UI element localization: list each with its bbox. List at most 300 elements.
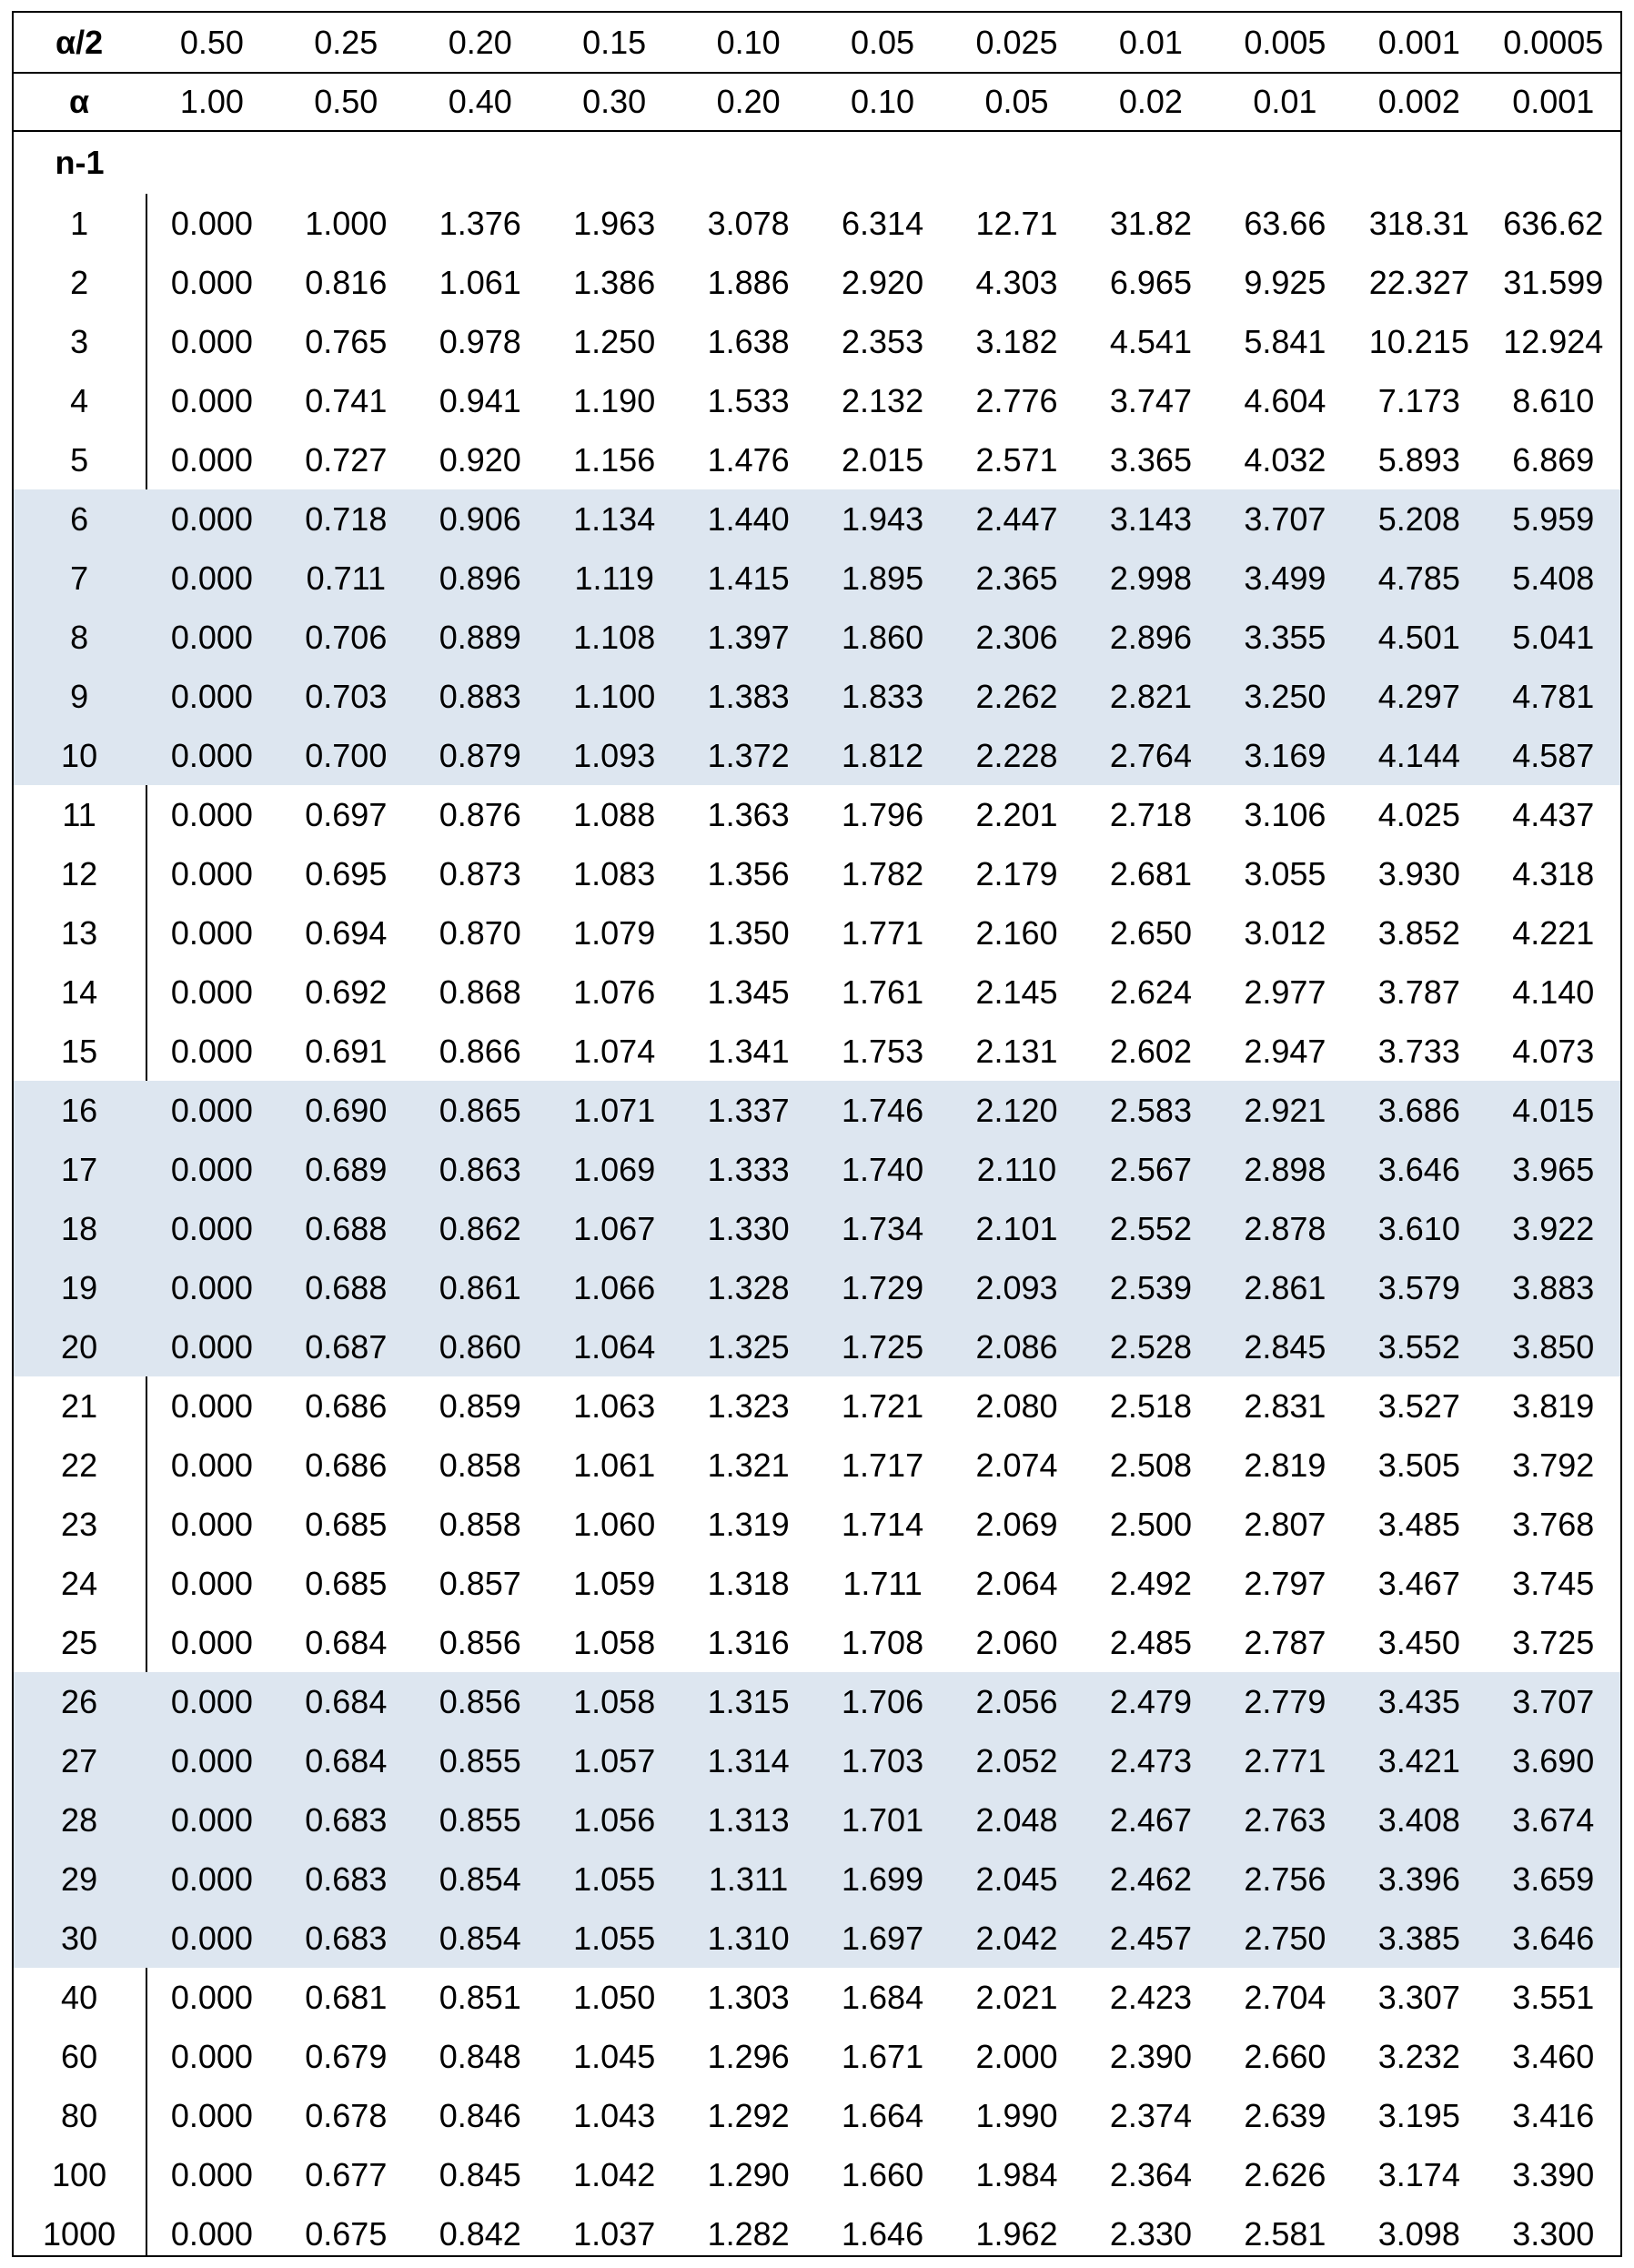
critical-value: 0.000: [170, 2215, 253, 2253]
critical-value: 1.055: [573, 1860, 656, 1898]
critical-value: 4.437: [1512, 796, 1595, 833]
critical-value: 2.228: [975, 737, 1058, 774]
critical-value: 1.282: [707, 2215, 790, 2253]
df-value: 100: [52, 2156, 107, 2193]
critical-value: 0.855: [439, 1801, 521, 1839]
critical-value: 3.819: [1512, 1387, 1595, 1425]
table-row: [14, 1199, 1620, 1258]
critical-value: 2.201: [975, 796, 1058, 833]
df-value: 29: [61, 1860, 98, 1898]
critical-value: 3.078: [707, 205, 790, 242]
critical-value: 4.604: [1244, 382, 1326, 419]
critical-value: 1.325: [707, 1328, 790, 1366]
critical-value: 2.074: [975, 1446, 1058, 1484]
critical-value: 0.678: [305, 2097, 388, 2134]
critical-value: 0.000: [170, 1742, 253, 1779]
critical-value: 5.408: [1512, 559, 1595, 597]
critical-value: 2.878: [1244, 1210, 1326, 1247]
critical-value: 3.747: [1109, 382, 1192, 419]
df-value: 16: [61, 1092, 98, 1129]
critical-value: 4.303: [975, 264, 1058, 301]
critical-value: 1.345: [707, 973, 790, 1011]
critical-value: 1.055: [573, 1920, 656, 1957]
critical-value: 1.664: [842, 2097, 924, 2134]
critical-value: 1.638: [707, 323, 790, 360]
critical-value: 0.683: [305, 1860, 388, 1898]
critical-value: 1.671: [842, 2038, 924, 2075]
df-value: 12: [61, 855, 98, 892]
critical-value: 1.074: [573, 1033, 656, 1070]
critical-value: 0.859: [439, 1387, 521, 1425]
critical-value: 0.858: [439, 1446, 521, 1484]
critical-value: 3.012: [1244, 914, 1326, 952]
critical-value: 1.812: [842, 737, 924, 774]
critical-value: 2.365: [975, 559, 1058, 597]
critical-value: 2.093: [975, 1269, 1058, 1306]
df-value: 1: [70, 205, 89, 242]
table-row: [14, 371, 1620, 430]
critical-value: 1.134: [573, 500, 656, 538]
critical-value: 2.353: [842, 323, 924, 360]
critical-value: 0.703: [305, 678, 388, 715]
critical-value: 4.297: [1377, 678, 1460, 715]
table-row: [14, 1613, 1620, 1672]
table-row: [14, 2145, 1620, 2204]
df-value: 6: [70, 500, 89, 538]
critical-value: 0.855: [439, 1742, 521, 1779]
critical-value: 0.000: [170, 2156, 253, 2193]
critical-value: 0.685: [305, 1565, 388, 1602]
critical-value: 0.688: [305, 1210, 388, 1247]
critical-value: 0.688: [305, 1269, 388, 1306]
critical-value: 1.059: [573, 1565, 656, 1602]
alpha-half-value: 0.15: [582, 24, 647, 61]
critical-value: 0.861: [439, 1269, 521, 1306]
critical-value: 0.727: [305, 441, 388, 479]
critical-value: 3.416: [1512, 2097, 1595, 2134]
critical-value: 2.763: [1244, 1801, 1326, 1839]
alpha-half-value: 0.10: [716, 24, 781, 61]
critical-value: 3.552: [1377, 1328, 1460, 1366]
critical-value: 0.000: [170, 559, 253, 597]
critical-value: 1.061: [573, 1446, 656, 1484]
critical-value: 3.435: [1377, 1683, 1460, 1720]
critical-value: 2.485: [1109, 1624, 1192, 1661]
critical-value: 3.733: [1377, 1033, 1460, 1070]
critical-value: 0.706: [305, 619, 388, 656]
table-row: [14, 2027, 1620, 2086]
critical-value: 3.055: [1244, 855, 1326, 892]
critical-value: 0.765: [305, 323, 388, 360]
alpha-half-value: 0.50: [179, 24, 244, 61]
critical-value: 2.500: [1109, 1506, 1192, 1543]
critical-value: 2.120: [975, 1092, 1058, 1129]
table-body: [14, 194, 1620, 2263]
table-row: [14, 1909, 1620, 1968]
critical-value: 3.143: [1109, 500, 1192, 538]
critical-value: 0.000: [170, 619, 253, 656]
critical-value: 1.093: [573, 737, 656, 774]
critical-value: 1.250: [573, 323, 656, 360]
critical-value: 0.685: [305, 1506, 388, 1543]
critical-value: 0.854: [439, 1860, 521, 1898]
critical-value: 0.868: [439, 973, 521, 1011]
critical-value: 3.551: [1512, 1979, 1595, 2016]
critical-value: 0.000: [170, 382, 253, 419]
critical-value: 1.311: [708, 1860, 789, 1898]
critical-value: 1.056: [573, 1801, 656, 1839]
critical-value: 3.792: [1512, 1446, 1595, 1484]
critical-value: 1.415: [707, 559, 790, 597]
critical-value: 2.639: [1244, 2097, 1326, 2134]
critical-value: 3.499: [1244, 559, 1326, 597]
critical-value: 1.341: [707, 1033, 790, 1070]
critical-value: 0.000: [170, 500, 253, 538]
critical-value: 1.697: [842, 1920, 924, 1957]
table-row: [14, 1140, 1620, 1199]
critical-value: 0.675: [305, 2215, 388, 2253]
critical-value: 6.314: [842, 205, 924, 242]
critical-value: 1.066: [573, 1269, 656, 1306]
df-value: 17: [61, 1151, 98, 1188]
critical-value: 5.208: [1377, 500, 1460, 538]
critical-value: 1.100: [573, 678, 656, 715]
critical-value: 1.296: [707, 2038, 790, 2075]
critical-value: 3.725: [1512, 1624, 1595, 1661]
critical-value: 0.000: [170, 1860, 253, 1898]
critical-value: 4.140: [1512, 973, 1595, 1011]
critical-value: 2.160: [975, 914, 1058, 952]
critical-value: 2.179: [975, 855, 1058, 892]
df-value: 3: [70, 323, 89, 360]
critical-value: 2.045: [975, 1860, 1058, 1898]
df-value: 22: [61, 1446, 98, 1484]
critical-value: 12.924: [1503, 323, 1604, 360]
df-value: 2: [70, 264, 89, 301]
critical-value: 2.807: [1244, 1506, 1326, 1543]
critical-value: 5.959: [1512, 500, 1595, 538]
critical-value: 2.821: [1109, 678, 1192, 715]
critical-value: 0.000: [170, 2097, 253, 2134]
critical-value: 0.978: [439, 323, 521, 360]
critical-value: 0.851: [439, 1979, 521, 2016]
df-value: 4: [70, 382, 89, 419]
critical-value: 1.860: [842, 619, 924, 656]
critical-value: 1.316: [707, 1624, 790, 1661]
df-value: 21: [61, 1387, 98, 1425]
table-row: [14, 963, 1620, 1022]
critical-value: 4.032: [1244, 441, 1326, 479]
critical-value: 3.365: [1109, 441, 1192, 479]
critical-value: 1.440: [707, 500, 790, 538]
critical-value: 0.857: [439, 1565, 521, 1602]
critical-value: 2.819: [1244, 1446, 1326, 1484]
critical-value: 2.131: [975, 1033, 1058, 1070]
critical-value: 1.042: [573, 2156, 656, 2193]
critical-value: 1.963: [573, 205, 656, 242]
critical-value: 2.771: [1244, 1742, 1326, 1779]
critical-value: 10.215: [1368, 323, 1469, 360]
critical-value: 2.567: [1109, 1151, 1192, 1188]
critical-value: 2.831: [1244, 1387, 1326, 1425]
critical-value: 0.000: [170, 1033, 253, 1070]
critical-value: 4.587: [1512, 737, 1595, 774]
df-label: n-1: [55, 144, 105, 181]
alpha-half-value: 0.25: [314, 24, 378, 61]
critical-value: 0.000: [170, 1801, 253, 1839]
table-row: [14, 312, 1620, 371]
critical-value: 1.061: [439, 264, 521, 301]
critical-value: 22.327: [1368, 264, 1469, 301]
table-row: [14, 1258, 1620, 1317]
critical-value: 1.943: [842, 500, 924, 538]
critical-value: 0.854: [439, 1920, 521, 1957]
critical-value: 2.110: [976, 1151, 1057, 1188]
critical-value: 1.050: [573, 1979, 656, 2016]
table-row: [14, 489, 1620, 549]
critical-value: 1.060: [573, 1506, 656, 1543]
critical-value: 0.920: [439, 441, 521, 479]
critical-value: 0.000: [170, 1920, 253, 1957]
critical-value: 0.000: [170, 1446, 253, 1484]
critical-value: 2.539: [1109, 1269, 1192, 1306]
df-value: 25: [61, 1624, 98, 1661]
critical-value: 2.330: [1109, 2215, 1192, 2253]
critical-value: 0.860: [439, 1328, 521, 1366]
critical-value: 2.042: [975, 1920, 1058, 1957]
alpha-value: 0.05: [984, 82, 1049, 120]
critical-value: 1.753: [842, 1033, 924, 1070]
alpha-half-value: 0.001: [1377, 24, 1460, 61]
critical-value: 1.314: [707, 1742, 790, 1779]
table-row: [14, 1850, 1620, 1909]
critical-value: 4.318: [1512, 855, 1595, 892]
table-row: [14, 2204, 1620, 2263]
critical-value: 2.467: [1109, 1801, 1192, 1839]
critical-value: 0.684: [305, 1683, 388, 1720]
table-row: [14, 1731, 1620, 1790]
critical-value: 31.599: [1503, 264, 1604, 301]
critical-value: 0.845: [439, 2156, 521, 2193]
critical-value: 0.000: [170, 1387, 253, 1425]
critical-value: 3.745: [1512, 1565, 1595, 1602]
alpha-value: 0.001: [1512, 82, 1595, 120]
critical-value: 3.787: [1377, 973, 1460, 1011]
critical-value: 3.610: [1377, 1210, 1460, 1247]
critical-value: 0.689: [305, 1151, 388, 1188]
critical-value: 2.797: [1244, 1565, 1326, 1602]
critical-value: 1.315: [707, 1683, 790, 1720]
df-value: 19: [61, 1269, 98, 1306]
df-value: 60: [61, 2038, 98, 2075]
critical-value: 2.080: [975, 1387, 1058, 1425]
alpha-value: 0.30: [582, 82, 647, 120]
critical-value: 3.505: [1377, 1446, 1460, 1484]
critical-value: 4.501: [1377, 619, 1460, 656]
critical-value: 0.816: [305, 264, 388, 301]
critical-value: 3.169: [1244, 737, 1326, 774]
critical-value: 2.756: [1244, 1860, 1326, 1898]
critical-value: 0.000: [170, 737, 253, 774]
critical-value: 1.063: [573, 1387, 656, 1425]
critical-value: 3.659: [1512, 1860, 1595, 1898]
alpha-half-value: 0.05: [851, 24, 915, 61]
critical-value: 3.690: [1512, 1742, 1595, 1779]
critical-value: 2.624: [1109, 973, 1192, 1011]
critical-value: 2.462: [1109, 1860, 1192, 1898]
alpha-value: 0.002: [1377, 82, 1460, 120]
critical-value: 3.485: [1377, 1506, 1460, 1543]
critical-value: 6.869: [1512, 441, 1595, 479]
critical-value: 2.898: [1244, 1151, 1326, 1188]
critical-value: 2.602: [1109, 1033, 1192, 1070]
critical-value: 31.82: [1109, 205, 1192, 242]
critical-value: 1.333: [707, 1151, 790, 1188]
critical-value: 2.787: [1244, 1624, 1326, 1661]
critical-value: 5.041: [1512, 619, 1595, 656]
critical-value: 3.768: [1512, 1506, 1595, 1543]
critical-value: 1.782: [842, 855, 924, 892]
critical-value: 0.000: [170, 855, 253, 892]
table-row: [14, 1436, 1620, 1495]
critical-value: 3.307: [1377, 1979, 1460, 2016]
critical-value: 0.679: [305, 2038, 388, 2075]
critical-value: 2.518: [1109, 1387, 1192, 1425]
critical-value: 2.718: [1109, 796, 1192, 833]
critical-value: 0.870: [439, 914, 521, 952]
critical-value: 3.098: [1377, 2215, 1460, 2253]
critical-value: 0.879: [439, 737, 521, 774]
critical-value: 2.447: [975, 500, 1058, 538]
critical-value: 0.846: [439, 2097, 521, 2134]
critical-value: 2.492: [1109, 1565, 1192, 1602]
df-value: 14: [61, 973, 98, 1011]
df-value: 20: [61, 1328, 98, 1366]
critical-value: 0.684: [305, 1742, 388, 1779]
critical-value: 0.681: [305, 1979, 388, 2016]
df-value: 24: [61, 1565, 98, 1602]
alpha-half-label: α/2: [55, 24, 104, 61]
df-value: 26: [61, 1683, 98, 1720]
critical-value: 2.423: [1109, 1979, 1192, 2016]
critical-value: 1.363: [707, 796, 790, 833]
alpha-value: 0.40: [448, 82, 512, 120]
critical-value: 2.048: [975, 1801, 1058, 1839]
critical-value: 1.037: [573, 2215, 656, 2253]
t-distribution-table: [12, 11, 1622, 2257]
critical-value: 4.221: [1512, 914, 1595, 952]
df-value: 18: [61, 1210, 98, 1247]
critical-value: 2.896: [1109, 619, 1192, 656]
critical-value: 1.156: [573, 441, 656, 479]
critical-value: 0.000: [170, 678, 253, 715]
critical-value: 2.528: [1109, 1328, 1192, 1366]
critical-value: 0.683: [305, 1801, 388, 1839]
critical-value: 0.000: [170, 1092, 253, 1129]
critical-value: 3.450: [1377, 1624, 1460, 1661]
critical-value: 2.064: [975, 1565, 1058, 1602]
table-row: [14, 785, 1620, 844]
critical-value: 3.579: [1377, 1269, 1460, 1306]
df-value: 27: [61, 1742, 98, 1779]
critical-value: 0.866: [439, 1033, 521, 1070]
critical-value: 0.000: [170, 1151, 253, 1188]
critical-value: 0.000: [170, 323, 253, 360]
critical-value: 3.852: [1377, 914, 1460, 952]
critical-value: 0.711: [306, 559, 387, 597]
critical-value: 2.921: [1244, 1092, 1326, 1129]
critical-value: 0.848: [439, 2038, 521, 2075]
critical-value: 0.000: [170, 441, 253, 479]
critical-value: 2.069: [975, 1506, 1058, 1543]
critical-value: 3.232: [1377, 2038, 1460, 2075]
df-value: 7: [70, 559, 89, 597]
critical-value: 2.457: [1109, 1920, 1192, 1957]
critical-value: 2.145: [975, 973, 1058, 1011]
critical-value: 1.057: [573, 1742, 656, 1779]
critical-value: 2.861: [1244, 1269, 1326, 1306]
critical-value: 1.646: [842, 2215, 924, 2253]
critical-value: 1.058: [573, 1624, 656, 1661]
critical-value: 0.000: [170, 2038, 253, 2075]
df-value: 23: [61, 1506, 98, 1543]
critical-value: 0.000: [170, 1683, 253, 1720]
critical-value: 0.691: [305, 1033, 388, 1070]
critical-value: 2.750: [1244, 1920, 1326, 1957]
critical-value: 1.706: [842, 1683, 924, 1720]
critical-value: 0.690: [305, 1092, 388, 1129]
critical-value: 1.108: [573, 619, 656, 656]
critical-value: 0.865: [439, 1092, 521, 1129]
df-value: 9: [70, 678, 89, 715]
critical-value: 1.796: [842, 796, 924, 833]
critical-value: 1.190: [573, 382, 656, 419]
critical-value: 1.372: [707, 737, 790, 774]
alpha-value: 0.10: [851, 82, 915, 120]
table-row: [14, 726, 1620, 785]
critical-value: 1.771: [842, 914, 924, 952]
critical-value: 0.695: [305, 855, 388, 892]
critical-value: 1.119: [574, 559, 654, 597]
table-row: [14, 1317, 1620, 1376]
critical-value: 2.000: [975, 2038, 1058, 2075]
critical-value: 0.000: [170, 1624, 253, 1661]
critical-value: 2.764: [1109, 737, 1192, 774]
alpha-value: 0.20: [716, 82, 781, 120]
critical-value: 0.718: [305, 500, 388, 538]
critical-value: 2.479: [1109, 1683, 1192, 1720]
table-row: [14, 1495, 1620, 1554]
table-row: [14, 1022, 1620, 1081]
critical-value: 0.000: [170, 973, 253, 1011]
critical-value: 2.060: [975, 1624, 1058, 1661]
critical-value: 1.321: [707, 1446, 790, 1484]
alpha-half-value: 0.01: [1118, 24, 1183, 61]
critical-value: 7.173: [1377, 382, 1460, 419]
critical-value: 2.571: [975, 441, 1058, 479]
critical-value: 3.182: [975, 323, 1058, 360]
critical-value: 3.460: [1512, 2038, 1595, 2075]
table-row: [14, 1554, 1620, 1613]
critical-value: 0.687: [305, 1328, 388, 1366]
critical-value: 0.741: [305, 382, 388, 419]
critical-value: 2.660: [1244, 2038, 1326, 2075]
critical-value: 3.421: [1377, 1742, 1460, 1779]
critical-value: 0.000: [170, 1210, 253, 1247]
critical-value: 3.707: [1244, 500, 1326, 538]
critical-value: 3.396: [1377, 1860, 1460, 1898]
critical-value: 2.390: [1109, 2038, 1192, 2075]
